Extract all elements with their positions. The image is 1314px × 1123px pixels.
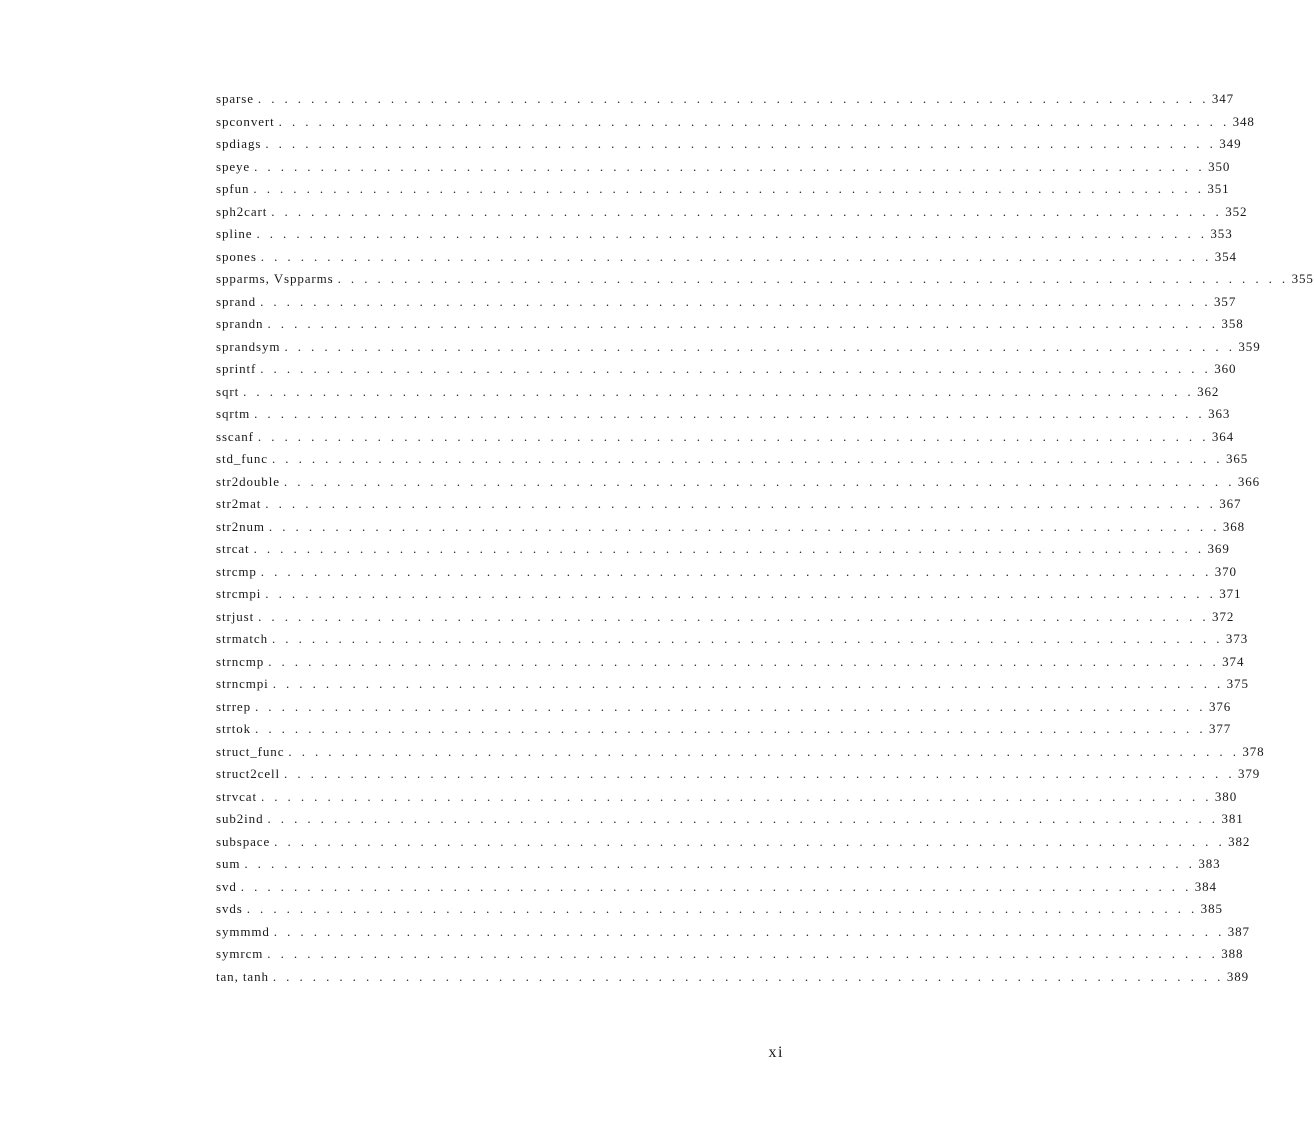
toc-entry-name: strvcat: [216, 788, 257, 804]
dot-leader: . . . . . . . . . . . . . . . . . . . . . . . . . . . . . . . . . . . . . . . . . . . . . . . . . . . . . . . . . . . . . . . . . . . . . . . .: [260, 293, 1212, 309]
toc-entry[interactable]: [216, 426, 1235, 449]
toc-entry-page: 369: [1207, 541, 1230, 556]
toc-entry[interactable]: [216, 943, 1244, 966]
toc-entry-name: spones: [216, 248, 257, 264]
toc-entry-name: speye: [216, 158, 251, 174]
toc-entry-page: 381: [1221, 811, 1244, 826]
dot-leader: . . . . . . . . . . . . . . . . . . . . . . . . . . . . . . . . . . . . . . . . . . . . . . . . . . . . . . . . . . . . . . . . . . . . . . . .: [265, 586, 1217, 601]
toc-entry-name: spparms, Vspparms: [216, 271, 334, 286]
toc-entry-name: subspace: [216, 833, 271, 849]
toc-entry[interactable]: [216, 246, 1237, 269]
toc-entry-page: 367: [1219, 496, 1242, 511]
toc-entry-name: strmatch: [216, 631, 268, 646]
toc-entry-page: 384: [1194, 878, 1217, 894]
toc-entry-name: str2double: [216, 473, 280, 489]
toc-entry-name: strtok: [216, 721, 252, 736]
toc-entry-page: 362: [1197, 383, 1220, 399]
toc-entry[interactable]: [216, 741, 1265, 764]
toc-entry-page: 366: [1237, 473, 1261, 489]
toc-entry-page: 349: [1219, 136, 1242, 151]
dot-leader: . . . . . . . . . . . . . . . . . . . . . . . . . . . . . . . . . . . . . . . . . . . . . . . . . . . . . . . . . . . . . . . . . . . . . . . .: [246, 901, 1198, 916]
toc-entry-page: 383: [1198, 856, 1221, 871]
toc-entry-name: spfun: [216, 181, 250, 196]
toc-entry[interactable]: [216, 111, 1255, 134]
toc-entry-page: 352: [1225, 203, 1248, 219]
toc-entry-name: spline: [216, 226, 253, 241]
toc-entry-page: 387: [1227, 923, 1250, 939]
toc-entry-page: 353: [1210, 226, 1233, 241]
toc-entry-page: 360: [1214, 361, 1237, 376]
toc-entry[interactable]: [216, 291, 1237, 314]
dot-leader: . . . . . . . . . . . . . . . . . . . . . . . . . . . . . . . . . . . . . . . . . . . . . . . . . . . . . . . . . . . . . . . . . . . . . . . .: [267, 811, 1219, 826]
toc-entry-page: 348: [1232, 113, 1255, 129]
toc-entry-page: 354: [1214, 248, 1237, 264]
toc-entry-page: 389: [1226, 968, 1250, 984]
toc-entry[interactable]: [216, 628, 1249, 651]
dot-leader: . . . . . . . . . . . . . . . . . . . . . . . . . . . . . . . . . . . . . . . . . . . . . . . . . . . . . . . . . . . . . . . . . . . . . . . .: [271, 203, 1223, 219]
dot-leader: . . . . . . . . . . . . . . . . . . . . . . . . . . . . . . . . . . . . . . . . . . . . . . . . . . . . . . . . . . . . . . . . . . . . . . . .: [255, 721, 1206, 736]
toc-entry[interactable]: [216, 966, 1250, 989]
toc-entry[interactable]: [216, 516, 1246, 539]
dot-leader: . . . . . . . . . . . . . . . . . . . . . . . . . . . . . . . . . . . . . . . . . . . . . . . . . . . . . . . . . . . . . . . . . . . . . . . .: [244, 856, 1196, 871]
toc-entry[interactable]: [216, 448, 1249, 471]
toc-entry-page: 370: [1214, 563, 1237, 579]
toc-entry[interactable]: [216, 561, 1237, 584]
toc-entry[interactable]: [216, 178, 1230, 201]
toc-entry-page: 350: [1208, 158, 1231, 174]
toc-entry-page: 364: [1211, 428, 1235, 444]
toc-entry-name: std_func: [216, 451, 268, 466]
dot-leader: . . . . . . . . . . . . . . . . . . . . . . . . . . . . . . . . . . . . . . . . . . . . . . . . . . . . . . . . . . . . . . . . . . . . . . . .: [253, 541, 1205, 556]
toc-entry-page: 378: [1242, 743, 1265, 759]
toc-entry-page: 355: [1291, 271, 1314, 286]
dot-leader: . . . . . . . . . . . . . . . . . . . . . . . . . . . . . . . . . . . . . . . . . . . . . . . . . . . . . . . . . . . . . . . . . . . . . . . .: [260, 361, 1212, 376]
toc-entry-name: strcmpi: [216, 586, 262, 601]
toc-entry[interactable]: [216, 718, 1232, 741]
toc-entry[interactable]: [216, 606, 1235, 629]
toc-entry[interactable]: [216, 381, 1220, 404]
dot-leader: . . . . . . . . . . . . . . . . . . . . . . . . . . . . . . . . . . . . . . . . . . . . . . . . . . . . . . . . . . . . . . . . . . . . . . . .: [278, 113, 1230, 129]
toc-entry-page: 374: [1222, 653, 1245, 669]
dot-leader: . . . . . . . . . . . . . . . . . . . . . . . . . . . . . . . . . . . . . . . . . . . . . . . . . . . . . . . . . . . . . . . . . . . . . . . .: [260, 563, 1212, 579]
toc-entry-name: sscanf: [216, 428, 254, 444]
dot-leader: . . . . . . . . . . . . . . . . . . . . . . . . . . . . . . . . . . . . . . . . . . . . . . . . . . . . . . . . . . . . . . . . . . . . . . . .: [240, 878, 1192, 894]
toc-entry-name: strncmpi: [216, 676, 269, 691]
toc-entry[interactable]: [216, 201, 1248, 224]
page-number: xi: [768, 1044, 784, 1061]
toc-entry[interactable]: [216, 786, 1238, 809]
dot-leader: . . . . . . . . . . . . . . . . . . . . . . . . . . . . . . . . . . . . . . . . . . . . . . . . . . . . . . . . . . . . . . . . . . . . . . . .: [284, 338, 1236, 354]
toc-entry-name: spconvert: [216, 113, 275, 129]
dot-leader: . . . . . . . . . . . . . . . . . . . . . . . . . . . . . . . . . . . . . . . . . . . . . . . . . . . . . . . . . . . . . . . . . . . . . . . .: [260, 248, 1212, 264]
dot-leader: . . . . . . . . . . . . . . . . . . . . . . . . . . . . . . . . . . . . . . . . . . . . . . . . . . . . . . . . . . . . . . . . . . . . . . . .: [268, 518, 1220, 534]
toc-entry-page: 385: [1200, 901, 1223, 916]
toc-entry-name: sph2cart: [216, 203, 268, 219]
dot-leader: . . . . . . . . . . . . . . . . . . . . . . . . . . . . . . . . . . . . . . . . . . . . . . . . . . . . . . . . . . . . . . . . . . . . . . . .: [257, 91, 1209, 106]
dot-leader: . . . . . . . . . . . . . . . . . . . . . . . . . . . . . . . . . . . . . . . . . . . . . . . . . . . . . . . . . . . . . . . . . . . . . . . .: [271, 631, 1223, 646]
toc-entry-page: 371: [1219, 586, 1242, 601]
toc-entry[interactable]: [216, 831, 1251, 854]
dot-leader: . . . . . . . . . . . . . . . . . . . . . . . . . . . . . . . . . . . . . . . . . . . . . . . . . . . . . . . . . . . . . . . . . . . . . . . .: [272, 968, 1224, 984]
toc-entry[interactable]: [216, 876, 1217, 899]
dot-leader: . . . . . . . . . . . . . . . . . . . . . . . . . . . . . . . . . . . . . . . . . . . . . . . . . . . . . . . . . . . . . . . . . . . . . . . .: [260, 788, 1212, 804]
toc-entry-name: sub2ind: [216, 811, 264, 826]
toc-entry-page: 363: [1208, 406, 1231, 421]
toc-entry-page: 347: [1211, 91, 1235, 106]
toc-entry[interactable]: [216, 808, 1244, 831]
toc-entry-page: 351: [1207, 181, 1230, 196]
toc-entry[interactable]: [216, 336, 1261, 359]
toc-entry-name: strcmp: [216, 563, 257, 579]
toc-entry[interactable]: [216, 673, 1249, 696]
toc-entry-page: 380: [1214, 788, 1238, 804]
toc-entry[interactable]: [216, 223, 1233, 246]
toc-entry[interactable]: [216, 583, 1242, 606]
toc-entry-name: strcat: [216, 541, 250, 556]
dot-leader: . . . . . . . . . . . . . . . . . . . . . . . . . . . . . . . . . . . . . . . . . . . . . . . . . . . . . . . . . . . . . . . . . . . . . . . .: [284, 766, 1235, 781]
toc-entry[interactable]: [216, 651, 1245, 674]
toc-entry-name: sparse: [216, 91, 254, 106]
dot-leader: . . . . . . . . . . . . . . . . . . . . . . . . . . . . . . . . . . . . . . . . . . . . . . . . . . . . . . . . . . . . . . . . . . . . . . . .: [337, 271, 1289, 286]
dot-leader: . . . . . . . . . . . . . . . . . . . . . . . . . . . . . . . . . . . . . . . . . . . . . . . . . . . . . . . . . . . . . . . . . . . . . . . .: [271, 451, 1223, 466]
dot-leader: . . . . . . . . . . . . . . . . . . . . . . . . . . . . . . . . . . . . . . . . . . . . . . . . . . . . . . . . . . . . . . . . . . . . . . . .: [267, 946, 1219, 961]
toc-entry-page: 372: [1212, 608, 1235, 624]
dot-leader: . . . . . . . . . . . . . . . . . . . . . . . . . . . . . . . . . . . . . . . . . . . . . . . . . . . . . . . . . . . . . . . . . . . . . . . .: [243, 383, 1195, 399]
toc-entry-name: sum: [216, 856, 241, 871]
toc-entry-name: sprandn: [216, 316, 264, 331]
toc-entry-page: 357: [1214, 293, 1237, 309]
table-of-contents: [216, 88, 1314, 988]
toc-entry-name: sqrtm: [216, 406, 251, 421]
toc-entry-page: 368: [1222, 518, 1246, 534]
toc-entry-name: sqrt: [216, 383, 240, 399]
toc-entry[interactable]: [216, 403, 1231, 426]
toc-entry[interactable]: [216, 853, 1221, 876]
toc-entry-page: 382: [1228, 833, 1251, 849]
toc-entry[interactable]: [216, 268, 1314, 291]
toc-entry[interactable]: [216, 763, 1261, 786]
toc-entry-name: str2num: [216, 518, 265, 534]
toc-entry[interactable]: [216, 538, 1230, 561]
dot-leader: . . . . . . . . . . . . . . . . . . . . . . . . . . . . . . . . . . . . . . . . . . . . . . . . . . . . . . . . . . . . . . . . . . . . . . . .: [255, 698, 1206, 714]
toc-entry-name: struct_func: [216, 743, 285, 759]
toc-entry-name: sprand: [216, 293, 257, 309]
toc-entry-page: 388: [1221, 946, 1244, 961]
toc-entry[interactable]: [216, 471, 1261, 494]
dot-leader: . . . . . . . . . . . . . . . . . . . . . . . . . . . . . . . . . . . . . . . . . . . . . . . . . . . . . . . . . . . . . . . . . . . . . . . .: [265, 496, 1217, 511]
dot-leader: . . . . . . . . . . . . . . . . . . . . . . . . . . . . . . . . . . . . . . . . . . . . . . . . . . . . . . . . . . . . . . . . . . . . . . . .: [256, 226, 1208, 241]
toc-entry-name: svd: [216, 878, 237, 894]
dot-leader: . . . . . . . . . . . . . . . . . . . . . . . . . . . . . . . . . . . . . . . . . . . . . . . . . . . . . . . . . . . . . . . . . . . . . . . .: [288, 743, 1240, 759]
toc-entry[interactable]: [216, 133, 1242, 156]
dot-leader: . . . . . . . . . . . . . . . . . . . . . . . . . . . . . . . . . . . . . . . . . . . . . . . . . . . . . . . . . . . . . . . . . . . . . . . .: [258, 608, 1210, 624]
toc-entry-page: 377: [1208, 721, 1232, 736]
toc-entry-name: symmmd: [216, 923, 270, 939]
toc-entry-name: svds: [216, 901, 243, 916]
toc-entry[interactable]: [216, 898, 1223, 921]
dot-leader: . . . . . . . . . . . . . . . . . . . . . . . . . . . . . . . . . . . . . . . . . . . . . . . . . . . . . . . . . . . . . . . . . . . . . . . .: [254, 158, 1206, 174]
dot-leader: . . . . . . . . . . . . . . . . . . . . . . . . . . . . . . . . . . . . . . . . . . . . . . . . . . . . . . . . . . . . . . . . . . . . . . . .: [267, 316, 1219, 331]
dot-leader: . . . . . . . . . . . . . . . . . . . . . . . . . . . . . . . . . . . . . . . . . . . . . . . . . . . . . . . . . . . . . . . . . . . . . . . .: [283, 473, 1235, 489]
toc-entry-page: 359: [1238, 338, 1261, 354]
dot-leader: . . . . . . . . . . . . . . . . . . . . . . . . . . . . . . . . . . . . . . . . . . . . . . . . . . . . . . . . . . . . . . . . . . . . . . . .: [257, 428, 1209, 444]
dot-leader: . . . . . . . . . . . . . . . . . . . . . . . . . . . . . . . . . . . . . . . . . . . . . . . . . . . . . . . . . . . . . . . . . . . . . . . .: [273, 923, 1225, 939]
toc-entry[interactable]: [216, 156, 1231, 179]
dot-leader: . . . . . . . . . . . . . . . . . . . . . . . . . . . . . . . . . . . . . . . . . . . . . . . . . . . . . . . . . . . . . . . . . . . . . . . .: [253, 181, 1205, 196]
toc-entry-page: 365: [1225, 451, 1249, 466]
dot-leader: . . . . . . . . . . . . . . . . . . . . . . . . . . . . . . . . . . . . . . . . . . . . . . . . . . . . . . . . . . . . . . . . . . . . . . . .: [265, 136, 1217, 151]
dot-leader: . . . . . . . . . . . . . . . . . . . . . . . . . . . . . . . . . . . . . . . . . . . . . . . . . . . . . . . . . . . . . . . . . . . . . . . .: [272, 676, 1224, 691]
toc-entry[interactable]: [216, 493, 1242, 516]
toc-entry-name: spdiags: [216, 136, 262, 151]
dot-leader: . . . . . . . . . . . . . . . . . . . . . . . . . . . . . . . . . . . . . . . . . . . . . . . . . . . . . . . . . . . . . . . . . . . . . . . .: [268, 653, 1220, 669]
dot-leader: . . . . . . . . . . . . . . . . . . . . . . . . . . . . . . . . . . . . . . . . . . . . . . . . . . . . . . . . . . . . . . . . . . . . . . . .: [254, 406, 1206, 421]
toc-entry-name: struct2cell: [216, 766, 281, 781]
toc-entry-page: 373: [1225, 631, 1249, 646]
toc-entry[interactable]: [216, 696, 1232, 719]
toc-entry-name: sprandsym: [216, 338, 281, 354]
toc-entry[interactable]: [216, 88, 1235, 111]
toc-entry[interactable]: [216, 358, 1237, 381]
toc-entry-name: str2mat: [216, 496, 262, 511]
toc-entry-page: 358: [1221, 316, 1244, 331]
toc-entry-name: strjust: [216, 608, 255, 624]
toc-entry[interactable]: [216, 921, 1250, 944]
toc-entry[interactable]: [216, 313, 1244, 336]
toc-entry-name: strrep: [216, 698, 251, 714]
toc-entry-page: 379: [1238, 766, 1261, 781]
toc-entry-name: sprintf: [216, 361, 257, 376]
toc-entry-page: 376: [1208, 698, 1232, 714]
dot-leader: . . . . . . . . . . . . . . . . . . . . . . . . . . . . . . . . . . . . . . . . . . . . . . . . . . . . . . . . . . . . . . . . . . . . . . . .: [274, 833, 1226, 849]
toc-entry-name: tan, tanh: [216, 968, 269, 984]
toc-entry-name: strncmp: [216, 653, 265, 669]
toc-entry-page: 375: [1226, 676, 1249, 691]
toc-entry-name: symrcm: [216, 946, 264, 961]
